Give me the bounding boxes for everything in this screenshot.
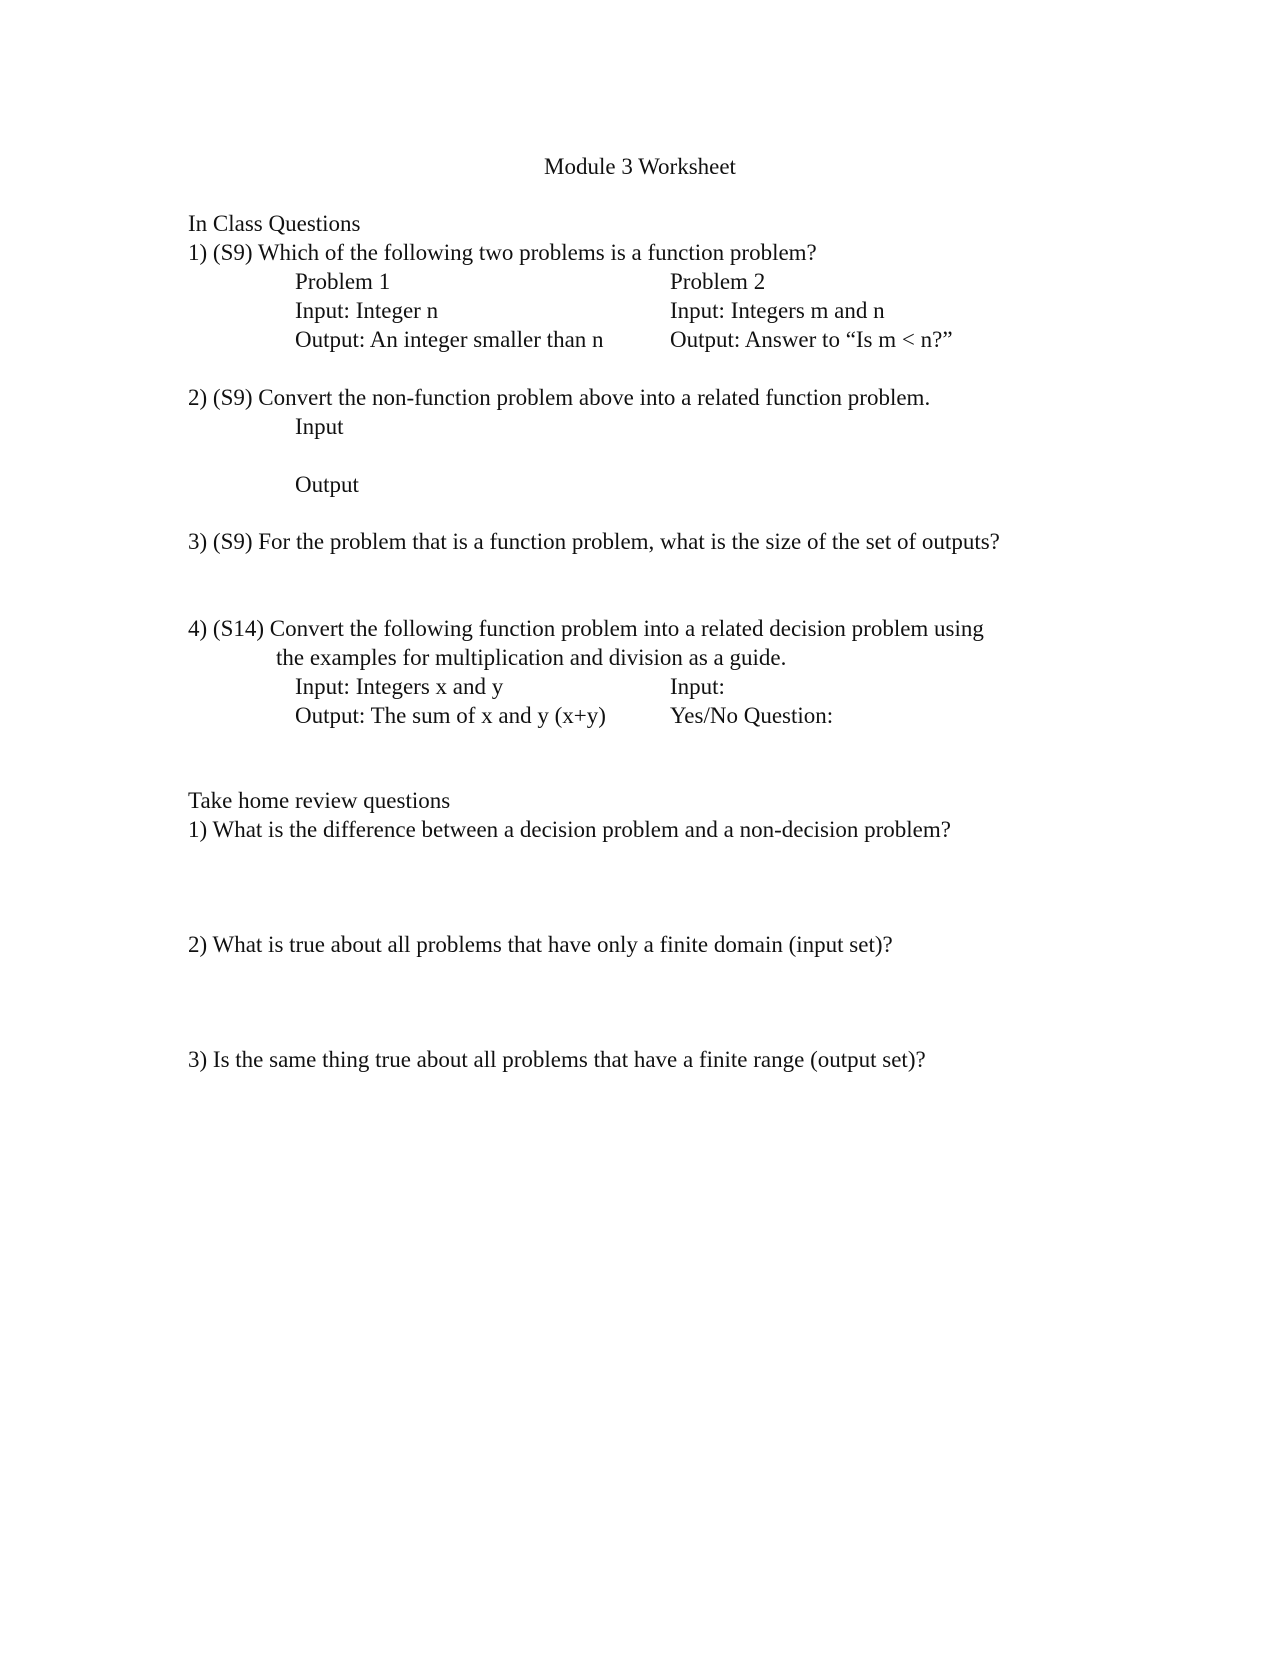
- page-title: Module 3 Worksheet: [544, 154, 736, 179]
- problem-2-input: Input: Integers m and n: [670, 298, 885, 323]
- question-4-left-output: Output: The sum of x and y (x+y): [295, 703, 606, 728]
- question-3-text: 3) (S9) For the problem that is a function problem, what is the size of the set of outputs?: [188, 529, 1000, 554]
- question-2-input-label: Input: [295, 414, 344, 439]
- problem-2-label: Problem 2: [670, 269, 766, 294]
- take-home-question-3: 3) Is the same thing true about all problems that have a finite range (output set)?: [188, 1047, 926, 1072]
- take-home-question-1: 1) What is the difference between a decision problem and a non-decision problem?: [188, 817, 951, 842]
- section-heading-in-class: In Class Questions: [188, 211, 361, 236]
- question-4-left-input: Input: Integers x and y: [295, 674, 504, 699]
- question-2-output-label: Output: [295, 472, 359, 497]
- question-4-right-question: Yes/No Question:: [670, 703, 834, 728]
- section-heading-take-home: Take home review questions: [188, 788, 451, 813]
- problem-1-input: Input: Integer n: [295, 298, 439, 323]
- question-2-text: 2) (S9) Convert the non-function problem above into a related function problem.: [188, 385, 931, 410]
- question-1-text: 1) (S9) Which of the following two problems is a function problem?: [188, 240, 817, 265]
- problem-1-output: Output: An integer smaller than n: [295, 327, 604, 352]
- question-4-text-line2: the examples for multiplication and division as a guide.: [276, 645, 787, 670]
- question-4-text-line1: 4) (S14) Convert the following function problem into a related decision problem using: [188, 616, 984, 641]
- problem-1-label: Problem 1: [295, 269, 391, 294]
- problem-2-output: Output: Answer to “Is m < n?”: [670, 327, 953, 352]
- question-4-right-input: Input:: [670, 674, 725, 699]
- take-home-question-2: 2) What is true about all problems that have only a finite domain (input set)?: [188, 932, 893, 957]
